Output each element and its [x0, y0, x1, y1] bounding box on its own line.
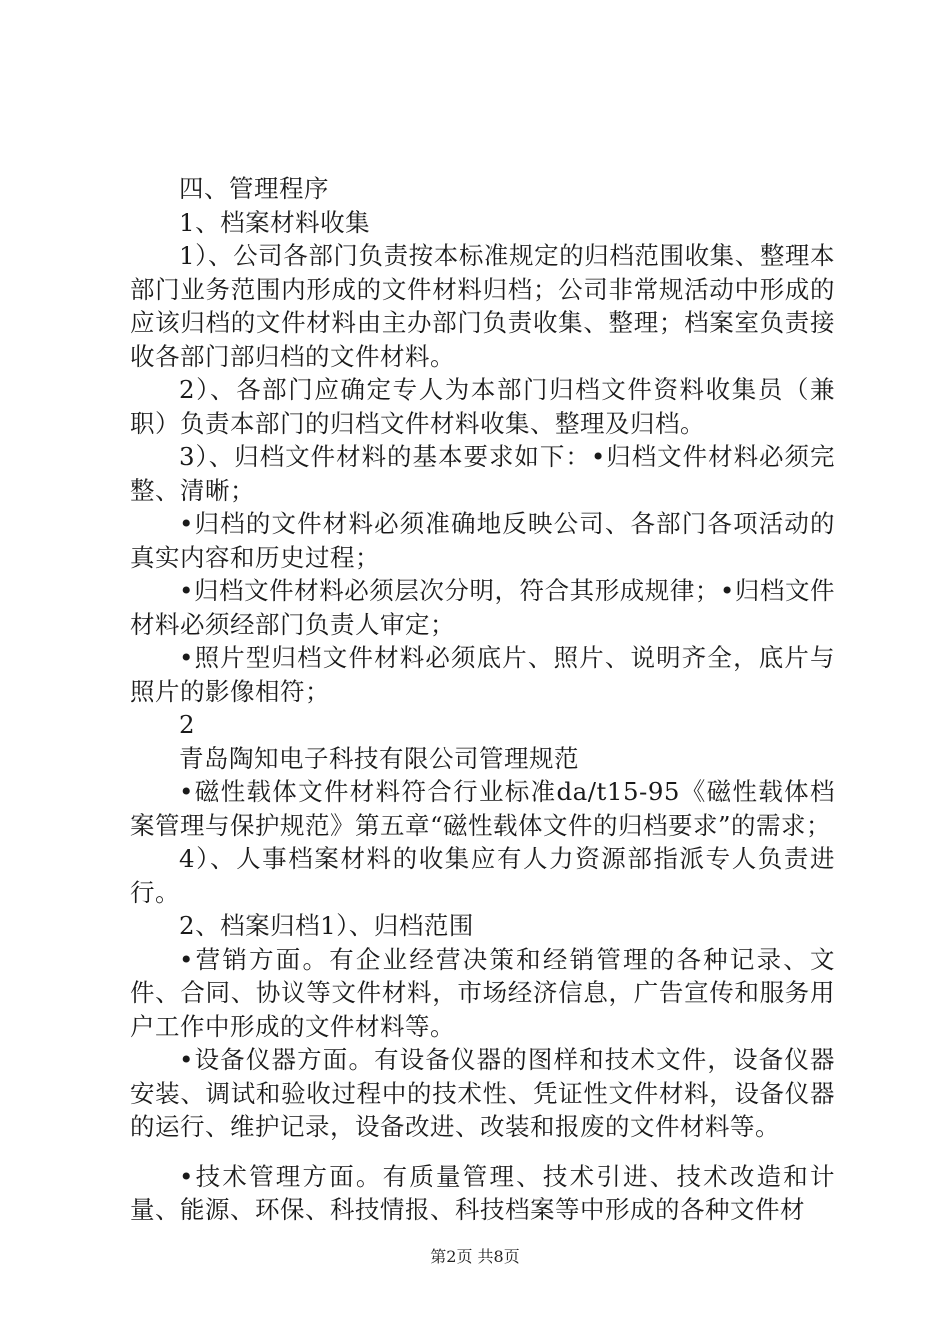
bullet-paragraph: •技术管理方面。有质量管理、技术引进、技术改造和计量、能源、环保、科技情报、科技档案等中形成的各种文件材 — [130, 1161, 835, 1224]
subsection-heading: 2、档案归档1）、归档范围 — [179, 911, 474, 940]
section-heading: 四、管理程序 — [179, 174, 329, 203]
bullet-paragraph: •磁性载体文件材料符合行业标准da/t15-95《磁性载体档案管理与保护规范》第五章“磁性载体文件的归档要求”的需求； — [130, 777, 835, 840]
paragraph: 1）、公司各部门负责按本标准规定的归档范围收集、整理本部门业务范围内形成的文件材料归档；公司非常规活动中形成的应该归档的文件材料由主办部门负责收集、整理；档案室负责接收各部门部归档的文件材料。 — [130, 241, 835, 371]
paragraph: 2）、各部门应确定专人为本部门归档文件资料收集员（兼职）负责本部门的归档文件材料收集、整理及归档。 — [130, 375, 835, 438]
page-footer: 第2页 共8页 — [430, 1247, 520, 1266]
subsection-heading: 1、档案材料收集 — [179, 207, 371, 237]
paragraph: 3）、归档文件材料的基本要求如下：•归档文件材料必须完整、清晰； — [130, 442, 835, 505]
bullet-paragraph: •设备仪器方面。有设备仪器的图样和技术文件，设备仪器安装、调试和验收过程中的技术性、凭证性文件材料，设备仪器的运行、维护记录，设备改进、改装和报废的文件材料等。 — [130, 1045, 835, 1141]
bullet-paragraph: •照片型归档文件材料必须底片、照片、说明齐全，底片与照片的影像相符； — [130, 643, 835, 706]
bullet-paragraph: •营销方面。有企业经营决策和经销管理的各种记录、文件、合同、协议等文件材料，市场经济信息，广告宣传和服务用户工作中形成的文件材料等。 — [130, 944, 835, 1041]
company-header: 青岛陶知电子科技有限公司管理规范 — [179, 743, 579, 773]
page-number-inline: 2 — [179, 710, 196, 739]
document-body — [130, 172, 835, 1227]
bullet-paragraph: •归档文件材料必须层次分明，符合其形成规律；•归档文件材料必须经部门负责人审定； — [130, 576, 835, 639]
paragraph: 4）、人事档案材料的收集应有人力资源部指派专人负责进行。 — [130, 844, 835, 907]
bullet-paragraph: •归档的文件材料必须准确地反映公司、各部门各项活动的真实内容和历史过程； — [130, 509, 835, 572]
